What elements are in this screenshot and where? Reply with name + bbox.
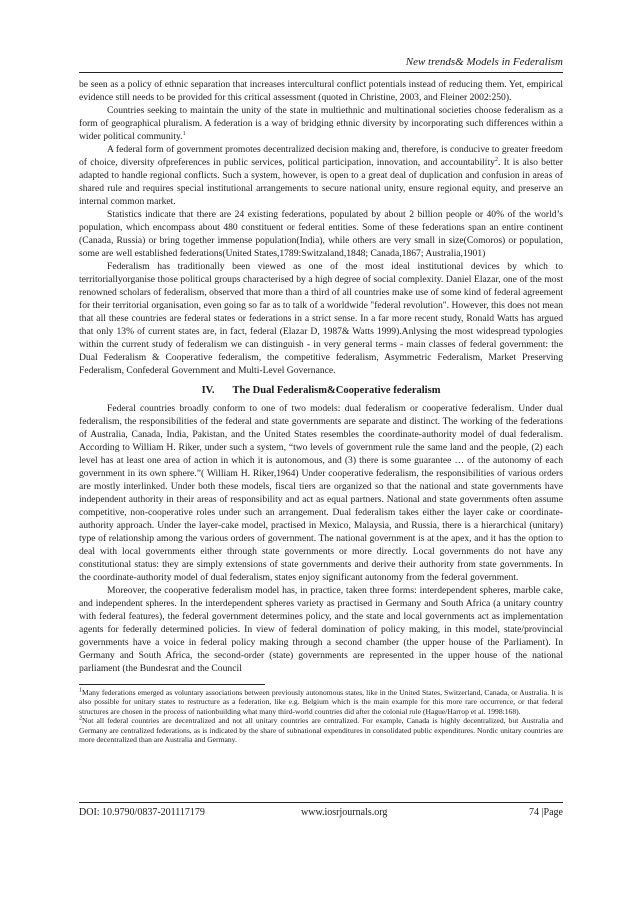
section-title: The Dual Federalism&Cooperative federalism [232, 385, 441, 396]
paragraph: Statistics indicate that there are 24 existing federations, populated by about 2 billion people or 40% of the world’s population, which encompass about 480 constituent or federal entities. Some of these federations span an entire continent (Canada, Russia) or bring together immense population(India), while others are very small in size(Comoros) or population, some are well established federations(United States,1789:Switzaland,1848; Canada,1867; Australia,1901) [79, 209, 563, 259]
article-body [79, 78, 563, 744]
footnote [79, 688, 563, 716]
footnote-mark: 2 [79, 715, 82, 722]
paragraph-text: . It is also better adapted to handle regional conflicts. Such a system, however, is open to a great deal of duplication and confusion in areas of shared rule and requires special institutional arrangements to secure national unity, ensure regional equity, and preserve an internal common market. [79, 157, 563, 207]
paragraph: Federal countries broadly conform to one of two models: dual federalism or cooperative federalism. Under dual federalism, the responsibilities of the federal and state governments are separate and distinct. The working of the federations of Australia, Canada, India, Pakistan, and the United States resembles the coordinate-authority model of dual federalism. According to William H. Riker, under such a system, “two levels of government rule the same land and the people, (2) each level has at least one area of action in which it is autonomous, and (3) there is some guarantee … of the autonomy of each government in its own sphere.”( William H. Riker,1964) Under cooperative federalism, the responsibilities of various orders are mostly interlinked. Under both these models, fiscal tiers are organized so that the national and state governments have independent authority in their areas of responsibility and act as equal partners. National and state governments often assume competitive, non-cooperative roles under such an arrangement. Dual federalism takes either the layer cake or coordinate-authority approach. Under the layer-cake model, practised in Mexico, Malaysia, and Russia, there is a hierarchical (unitary) type of relationship among the various orders of government. The national government is at the apex, and it has the option to deal with local governments either through state governments or more directly. Local governments do not have any constitutional status: they are simply extensions of state governments and derive their authority from state governments. In the coordinate-authority model of dual federalism, states enjoy significant autonomy from the federal government. [79, 403, 563, 583]
section-heading [79, 384, 563, 397]
paragraph: Moreover, the cooperative federalism model has, in practice, taken three forms: interdependent spheres, marble cake, and independent spheres. In the interdependent spheres variety as practised in Germany and South Africa (a unitary country with federal features), the federal government determines policy, and the state and local governments act as implementation agents for federally determined policies. In view of federal domination of policy making, in this model, state/provincial governments have a voice in federal policy making through a second chamber (the upper house of the Parliament). In Germany and South Africa, the second-order (state) governments are represented in the upper house of the national parliament (the Bundesrat and the Council [79, 585, 563, 674]
paragraph: Federalism has traditionally been viewed as one of the most ideal institutional devices by which to territoriallyorganise those political groups characterised by a high degree of social complexity. Daniel Elazar, one of the most renowned scholars of federalism, observed that more than a third of all countries make use of some kind of federal agreement for their territorial organisation, even going so far as to talk of a worldwide "federal revolution". However, this does not mean that all these countries are federal states or federations in a strict sense. In a far more recent study, Ronald Watts has argued that only 13% of current states are, in fact, federal (Elazar D, 1987& Watts 1999).Anlysing the most widespread typologies within the current study of federalism we can distinguish - in very general terms - main classes of federal government: the Dual Federalism & Cooperative federalism, the competitive federalism, Asymmetric Federalism, Market Preserving Federalism, Confederal Government and Multi-Level Governance. [79, 261, 563, 376]
footer-rule [79, 802, 563, 803]
footnote-rule [79, 684, 265, 685]
footnote-ref[interactable]: 2 [494, 156, 498, 163]
header-rule [79, 72, 563, 73]
paragraph [79, 104, 563, 143]
paragraph-text: A federal form of government promotes decentralized decision making and, therefore, is conducive to greater freedom of choice, diversity ofpreferences in public services, political participation, innovation, and accountability [79, 144, 563, 168]
page-number: 74 |Page [529, 807, 563, 818]
paragraph [79, 143, 563, 208]
journal-url[interactable]: www.iosrjournals.org [301, 807, 388, 818]
running-head: New trends& Models in Federalism [405, 56, 563, 68]
footnote-mark: 1 [79, 687, 82, 694]
section-number: IV. [201, 385, 215, 396]
footnote-text: Many federations emerged as voluntary associations between previously autonomous states, like in the United States, Switzerland, Canada, or Australia. It is also possible for unitary states to restructure as a federation, like e.g. Belgium which is the main example for this more rare occurrence, or that federal structures are chosen in the process of nationbuilding what many third-world countries did after the colonial rule (Hague/Harrop et al. 1998:168). [79, 688, 563, 716]
footnote-ref[interactable]: 1 [182, 130, 186, 137]
paragraph-text: Countries seeking to maintain the unity of the state in multiethnic and multinational societies choose federalism as a form of geographical pluralism. A federation is a way of bridging ethnic diversity by incorporating such differences within a wider political community. [79, 105, 563, 142]
paragraph: be seen as a policy of ethnic separation that increases intercultural conflict potentials instead of reducing them. Yet, empirical evidence still needs to be provided for this critical assessment (quoted in Christine, 2003, and Fleiner 2002:250). [79, 79, 563, 103]
footnote [79, 716, 563, 744]
doi-label[interactable]: DOI: 10.9790/0837-201117179 [79, 807, 205, 818]
footnote-text: Not all federal countries are decentralized and not all unitary countries are centralized. For example, Canada is highly decentralized, but Australia and Germany are centralized federations, as is indicated by the share of subnational expenditures in consolidated public expenditures. Nordic unitary countries are more decentralized than are Australia and Germany. [79, 716, 563, 745]
